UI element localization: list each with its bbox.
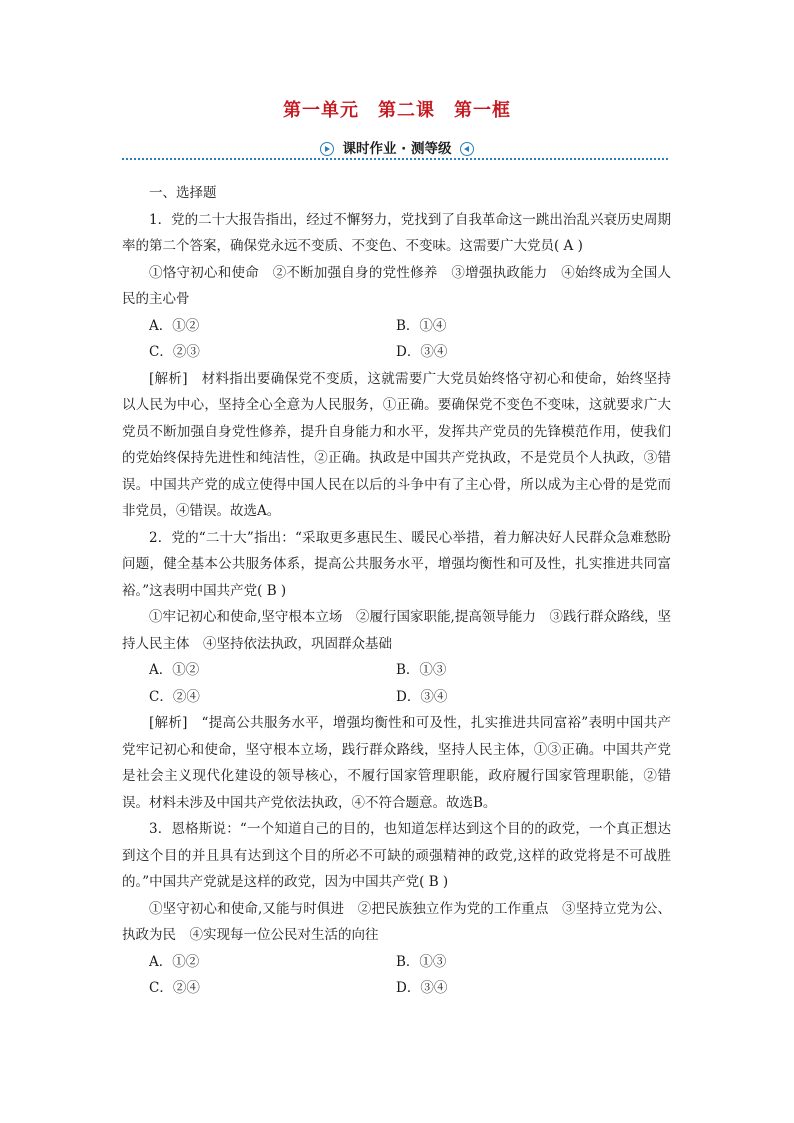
question-statements: ①牢记初心和使命,坚守根本立场 ②履行国家职能,提高领导能力 ③践行群众路线，坚持人民主体 ④坚持依法执政，巩固群众基础 bbox=[122, 609, 671, 652]
play-left-icon bbox=[460, 142, 474, 156]
option-row bbox=[122, 684, 671, 711]
analysis-body: “提高公共服务水平，增强均衡性和可及性，扎实推进共同富裕”表明中国共产党牢记初心和使命，坚守根本立场，践行群众路线，坚持人民主体，①③正确。中国共产党是社会主义现代化建设的领导核心，不履行国家管理职能，政府履行国家管理职能，②错误。材料未涉及中国共产党依法执政，④不符合题意。故选B。 bbox=[122, 715, 671, 811]
option-d: D．③④ bbox=[396, 980, 448, 996]
analysis-body: 材料指出要确保党不变质，这就需要广大党员始终恪守初心和使命，始终坚持以人民为中心，坚持全心全意为人民服务，①正确。要确保党不变色不变味，这就要求广大党员不断加强自身党性修养，提升自身能力和水平，发挥共产党员的先锋模范作用，使我们的党始终保持先进性和纯洁性，②正确。执政是中国共产党执政，不是党员个人执政，③错误。中国共产党的成立使得中国人民在以后的斗争中有了主心骨，所以成为主心骨的是党而非党员，④错误。故选A。 bbox=[122, 370, 672, 519]
question-statements: ①坚守初心和使命,又能与时俱进 ②把民族独立作为党的工作重点 ③坚持立党为公、执政为民 ④实现每一位公民对生活的向往 bbox=[122, 900, 671, 943]
banner-label: 课时作业 · 测等级 bbox=[342, 141, 452, 157]
option-b: B．①③ bbox=[396, 953, 447, 970]
question-stem: 3．恩格斯说：“一个知道自己的目的，也知道怎样达到这个目的的政党，一个真正想达到这个目的并且具有达到这个目的所必不可缺的顽强精神的政党,这样的政党将是不可战胜的。”中国共产党就是这样的政党，因为中国共产党( B ) bbox=[122, 821, 671, 890]
section-heading: 一、选择题 bbox=[149, 185, 217, 201]
option-d: D．③④ bbox=[396, 688, 448, 705]
option-row bbox=[122, 657, 671, 684]
option-c: C．②④ bbox=[149, 688, 200, 705]
option-row bbox=[122, 949, 671, 976]
document-body bbox=[122, 180, 671, 1002]
analysis-text bbox=[122, 710, 671, 816]
option-b: B．①④ bbox=[396, 317, 447, 334]
option-a: A．①② bbox=[149, 953, 200, 970]
analysis-label: [解析] bbox=[149, 715, 188, 731]
question-stem: 2．党的“二十大”指出：“采取更多惠民生、暖民心举措，着力解决好人民群众急难愁盼问题，健全基本公共服务体系，提高公共服务水平，增强均衡性和可及性，扎实推进共同富裕。”这表明中国共产党( B ) bbox=[122, 529, 671, 599]
analysis-text bbox=[122, 366, 671, 525]
option-c: C．②③ bbox=[149, 344, 200, 360]
play-right-icon bbox=[320, 142, 334, 156]
option-c: C．②④ bbox=[149, 980, 200, 996]
page-title: 第一单元 第二课 第一框 bbox=[283, 100, 511, 121]
option-a: A．①② bbox=[149, 662, 200, 678]
option-d: D．③④ bbox=[396, 344, 448, 360]
section-banner bbox=[0, 137, 794, 157]
option-a: A．①② bbox=[149, 317, 200, 334]
option-row bbox=[122, 339, 671, 366]
option-b: B．①③ bbox=[396, 662, 447, 678]
dotted-divider bbox=[122, 158, 668, 160]
question-stem: 1．党的二十大报告指出，经过不懈努力，党找到了自我革命这一跳出治乱兴衰历史周期率的第二个答案，确保党永远不变质、不变色、不变味。这需要广大党员( A ) bbox=[122, 211, 671, 254]
option-row bbox=[122, 975, 671, 1002]
analysis-label: [解析] bbox=[149, 370, 188, 387]
question-statements: ①恪守初心和使命 ②不断加强自身的党性修养 ③增强执政能力 ④始终成为全国人民的主心骨 bbox=[122, 264, 671, 307]
option-row bbox=[122, 313, 671, 340]
